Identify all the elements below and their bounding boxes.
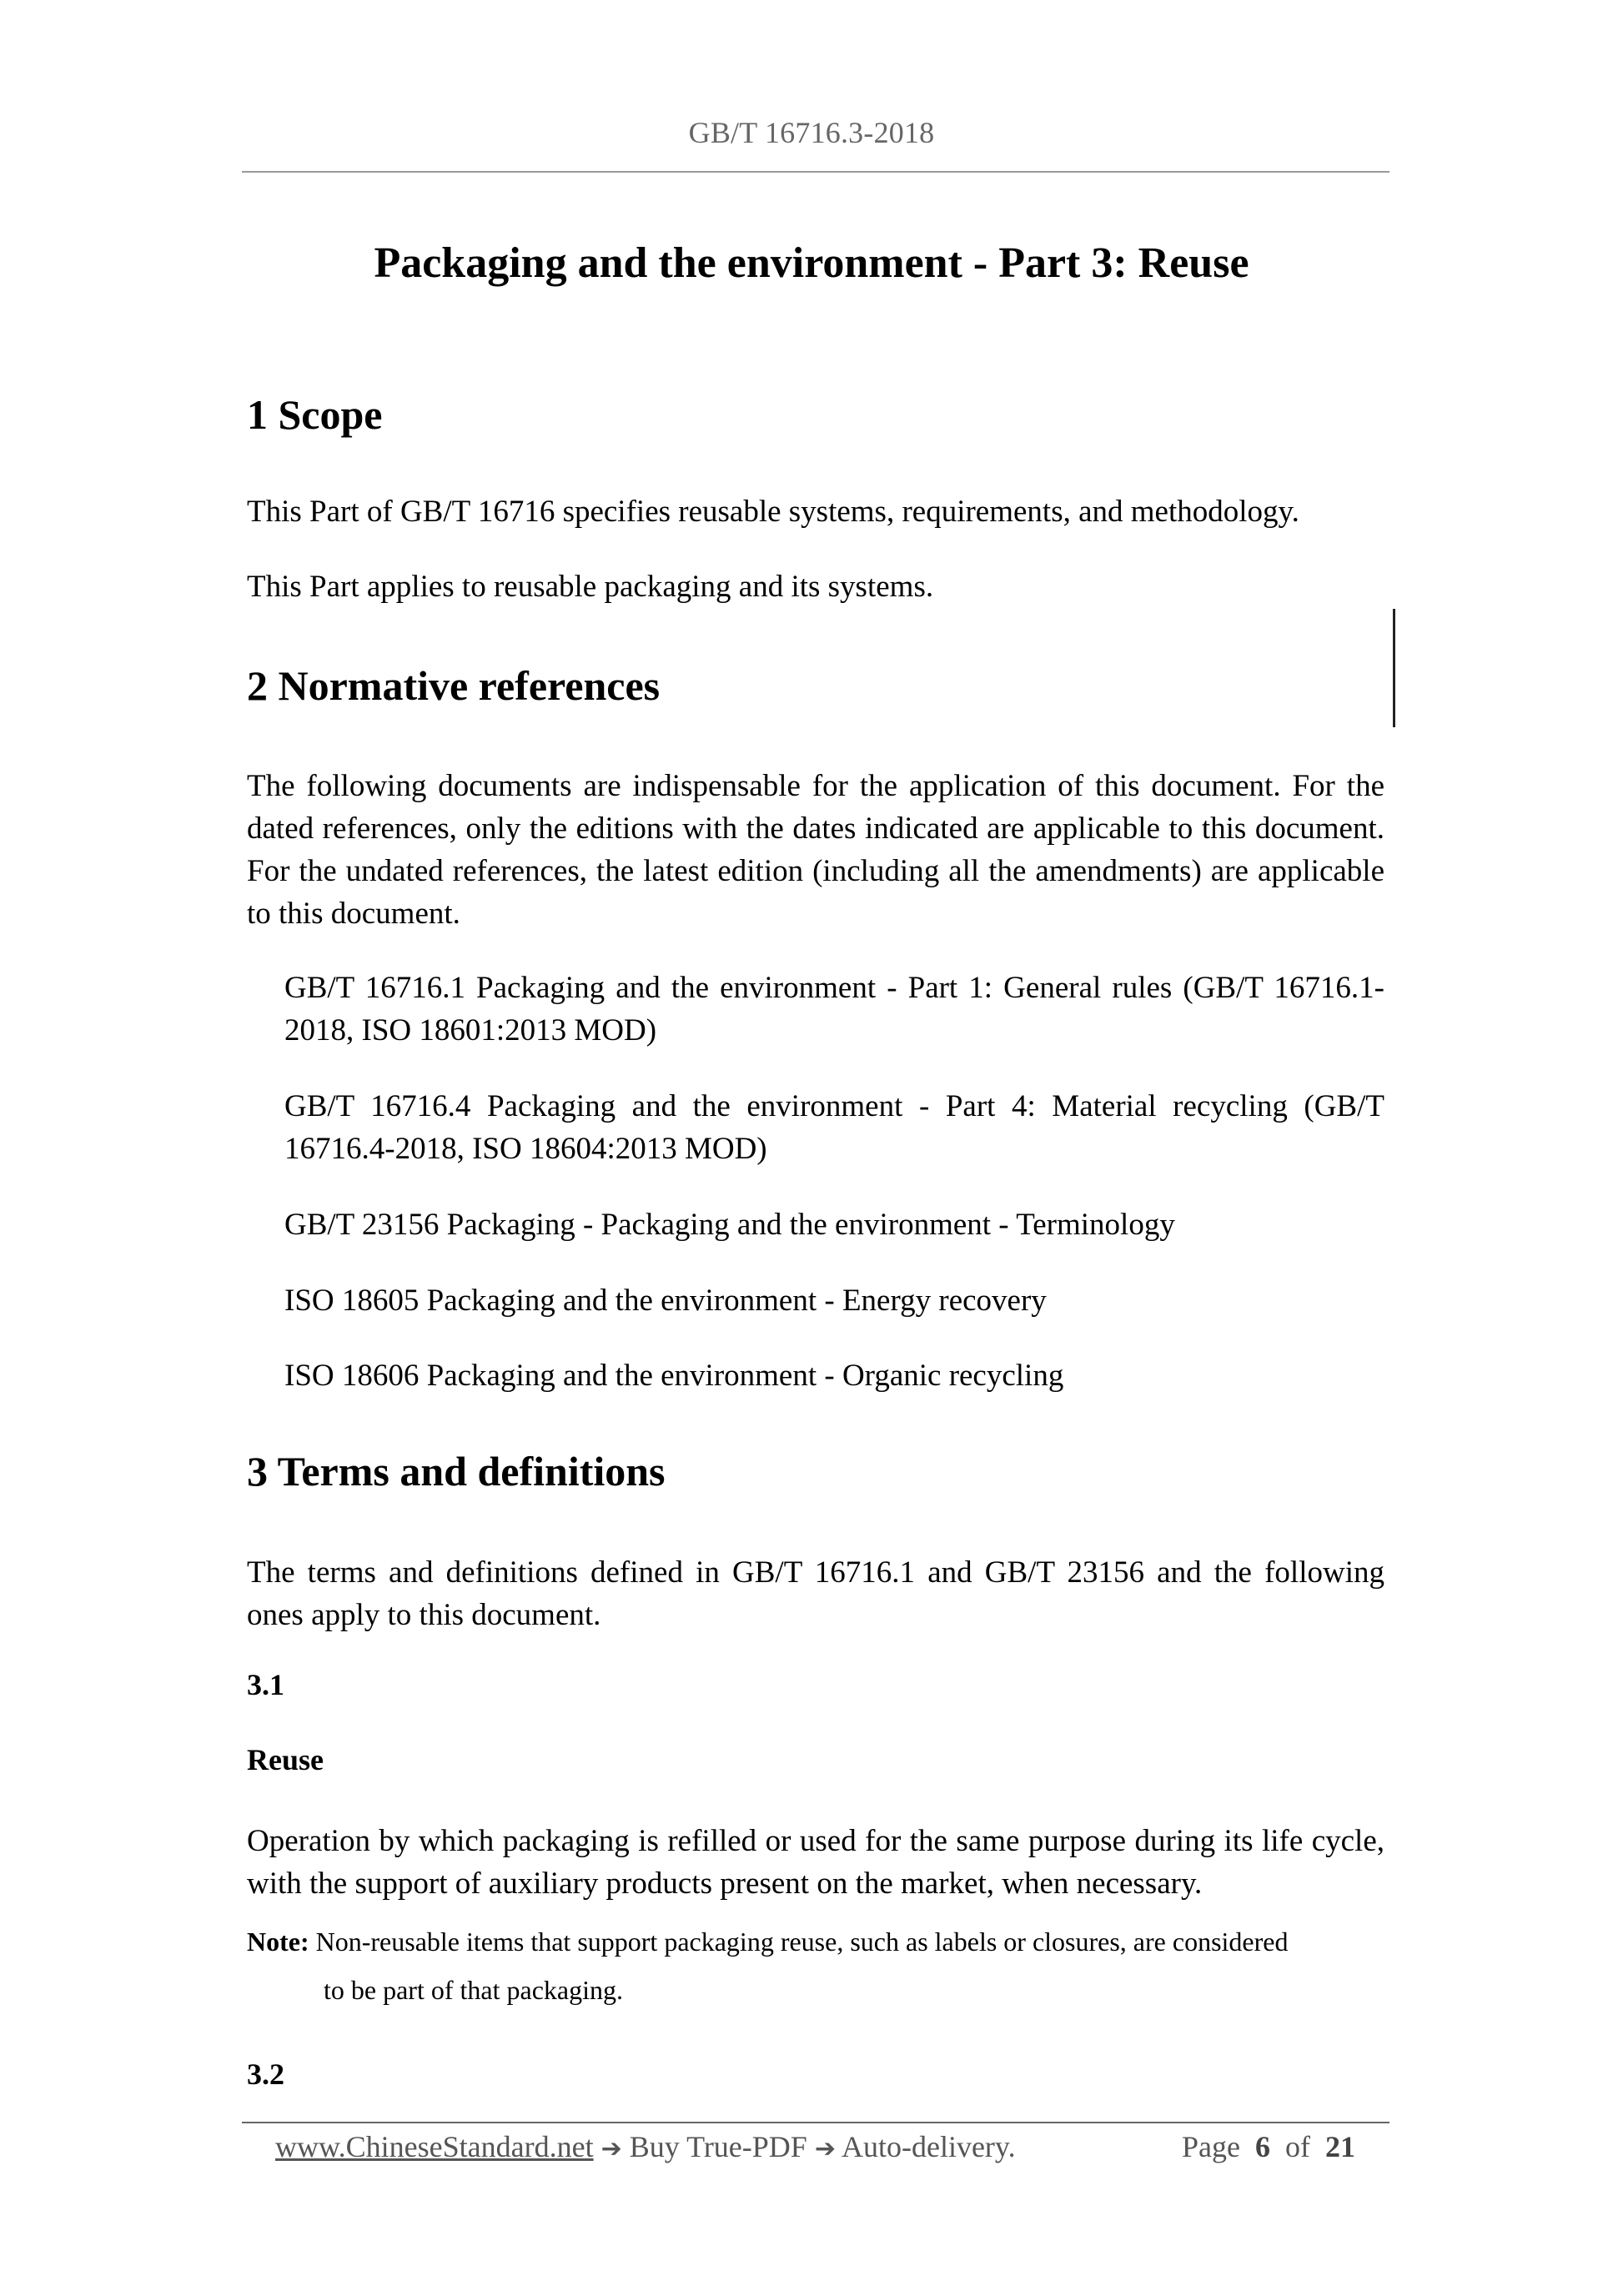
footer-step-delivery: Auto-delivery. <box>841 2130 1016 2163</box>
normative-intro-paragraph: The following documents are indispensable for the application of this document. For the dated references, only the editions with the dates indicated are applicable to this document. For the undated references, the latest edition (including all the amendments) are applicable to this document. <box>247 769 1384 931</box>
reference-item: ISO 18606 Packaging and the environment - Organic recycling <box>284 1359 1064 1393</box>
term-definition: Operation by which packaging is refilled or used for the same purpose during its life cycle, with the support of auxiliary products present on the market, when necessary. <box>247 1824 1384 1901</box>
terms-intro-paragraph: The terms and definitions defined in GB/T 16716.1 and GB/T 23156 and the following ones apply to this document. <box>247 1555 1384 1632</box>
footer-step-buy: Buy True-PDF <box>629 2130 807 2163</box>
note-label: Note: <box>247 1927 309 1957</box>
reference-item: GB/T 23156 Packaging - Packaging and the environment - Terminology <box>284 1208 1175 1242</box>
reference-item: GB/T 16716.4 Packaging and the environment - Part 4: Material recycling (GB/T 16716.4-2018, ISO 18604:2013 MOD) <box>284 1089 1384 1166</box>
website-link[interactable]: www.ChineseStandard.net <box>275 2130 594 2163</box>
section-heading-terms-definitions: 3 Terms and definitions <box>247 1448 666 1495</box>
reference-item: GB/T 16716.1 Packaging and the environment - Part 1: General rules (GB/T 16716.1-2018, ISO 18601:2013 MOD) <box>284 971 1384 1048</box>
term-name: Reuse <box>247 1743 324 1776</box>
term-note <box>247 1920 1384 1963</box>
footer-divider <box>242 2122 1389 2123</box>
arrow-right-icon: ➔ <box>600 2134 622 2163</box>
total-pages: 21 <box>1324 2130 1355 2163</box>
change-bar-marker <box>1393 609 1395 727</box>
arrow-right-icon: ➔ <box>814 2134 836 2163</box>
page-of-label: of <box>1284 2130 1310 2163</box>
term-number: 3.1 <box>247 1668 284 1701</box>
scope-paragraph-1: This Part of GB/T 16716 specifies reusable systems, requirements, and methodology. <box>247 495 1299 529</box>
document-title: Packaging and the environment - Part 3: Reuse <box>374 239 1249 287</box>
note-text: Non-reusable items that support packaging reuse, such as labels or closures, are considered <box>315 1927 1289 1957</box>
reference-item: ISO 18605 Packaging and the environment - Energy recovery <box>284 1284 1047 1318</box>
page-number-indicator <box>1182 2129 1355 2164</box>
section-heading-scope: 1 Scope <box>247 391 383 438</box>
current-page: 6 <box>1254 2130 1270 2163</box>
footer-promo <box>275 2129 1016 2164</box>
term-number: 3.2 <box>247 2057 284 2091</box>
scope-paragraph-2: This Part applies to reusable packaging and its systems. <box>247 570 934 604</box>
header-divider <box>242 171 1389 173</box>
page-label: Page <box>1182 2130 1240 2163</box>
section-heading-normative-references: 2 Normative references <box>247 662 661 709</box>
note-text-continuation: to be part of that packaging. <box>324 1975 623 2005</box>
running-header: GB/T 16716.3-2018 <box>688 116 935 149</box>
